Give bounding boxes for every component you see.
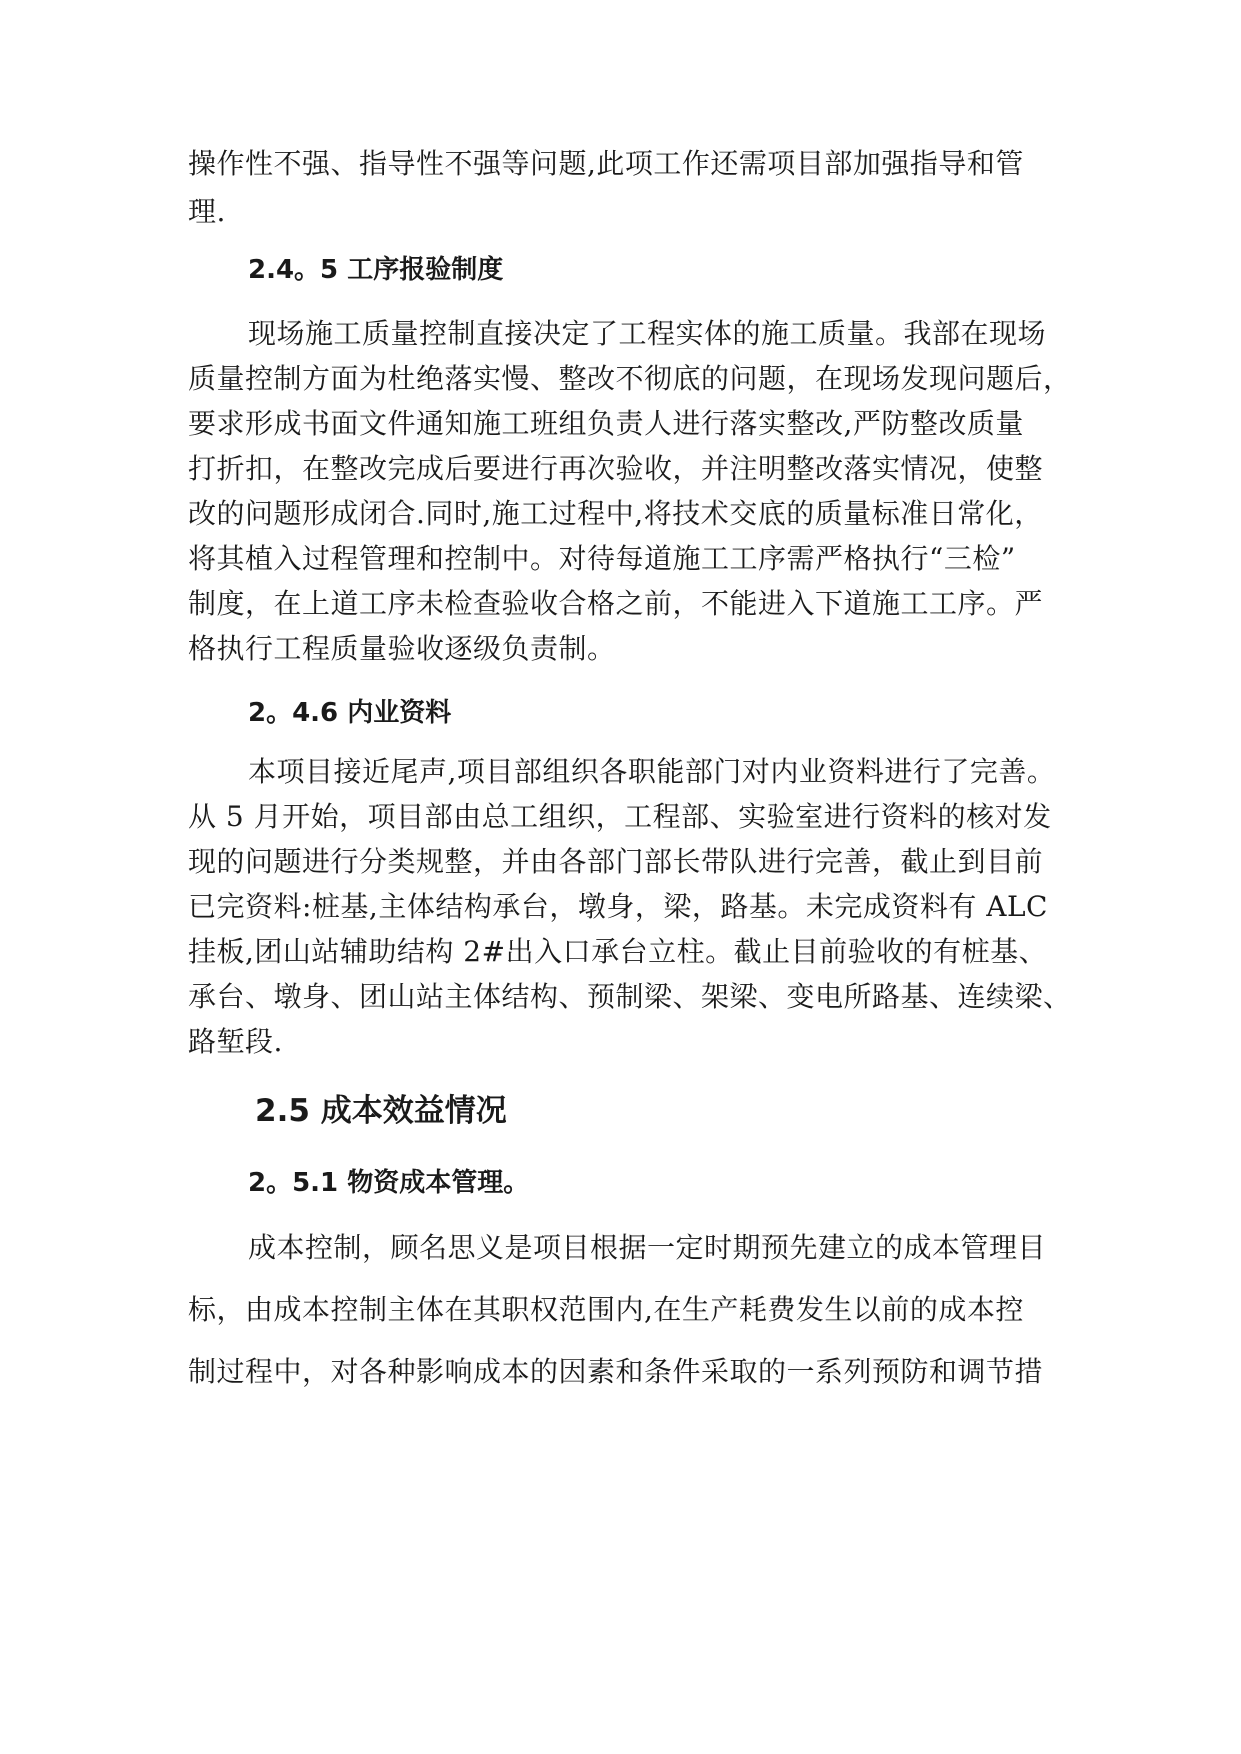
section-heading-2-4-5: 2.4。5 工序报验制度 <box>248 255 504 285</box>
paragraph-line: 理. <box>188 195 226 228</box>
paragraph-line: 路堑段. <box>188 1025 283 1058</box>
paragraph-line: 已完资料:桩基,主体结构承台，墩身，梁，路基。未完成资料有 ALC <box>188 890 1048 923</box>
paragraph-line: 打折扣，在整改完成后要进行再次验收，并注明整改落实情况，使整 <box>188 452 1044 485</box>
paragraph-line: 现场施工质量控制直接决定了工程实体的施工质量。我部在现场 <box>248 317 1047 350</box>
paragraph-line: 要求形成书面文件通知施工班组负责人进行落实整改,严防整改质量 <box>188 407 1024 440</box>
paragraph-line: 本项目接近尾声,项目部组织各职能部门对内业资料进行了完善。 <box>248 755 1056 788</box>
paragraph-line: 格执行工程质量验收逐级负责制。 <box>188 632 616 665</box>
paragraph-line: 挂板,团山站辅助结构 2#出入口承台立柱。截止目前验收的有桩基、 <box>188 935 1048 968</box>
section-heading-2-5-1: 2。5.1 物资成本管理。 <box>248 1168 530 1198</box>
paragraph-line: 改的问题形成闭合.同时,施工过程中,将技术交底的质量标准日常化， <box>188 497 1043 530</box>
section-heading-2-5: 2.5 成本效益情况 <box>255 1093 507 1129</box>
paragraph-line: 制过程中，对各种影响成本的因素和条件采取的一系列预防和调节措 <box>188 1355 1044 1388</box>
paragraph-line: 承台、墩身、团山站主体结构、预制梁、架梁、变电所路基、连续梁、 <box>188 980 1072 1013</box>
paragraph-line: 将其植入过程管理和控制中。对待每道施工工序需严格执行“三检” <box>188 542 1016 575</box>
paragraph-line: 现的问题进行分类规整，并由各部门部长带队进行完善，截止到目前 <box>188 845 1044 878</box>
paragraph-line: 成本控制，顾名思义是项目根据一定时期预先建立的成本管理目 <box>248 1231 1047 1264</box>
paragraph-line: 操作性不强、指导性不强等问题,此项工作还需项目部加强指导和管 <box>188 147 1024 180</box>
section-heading-2-4-6: 2。4.6 内业资料 <box>248 698 452 728</box>
paragraph-line: 标，由成本控制主体在其职权范围内,在生产耗费发生以前的成本控 <box>188 1293 1024 1326</box>
paragraph-line: 从 5 月开始，项目部由总工组织，工程部、实验室进行资料的核对发 <box>188 800 1052 833</box>
paragraph-line: 质量控制方面为杜绝落实慢、整改不彻底的问题，在现场发现问题后， <box>188 362 1072 395</box>
paragraph-line: 制度，在上道工序未检查验收合格之前，不能进入下道施工工序。严 <box>188 587 1044 620</box>
